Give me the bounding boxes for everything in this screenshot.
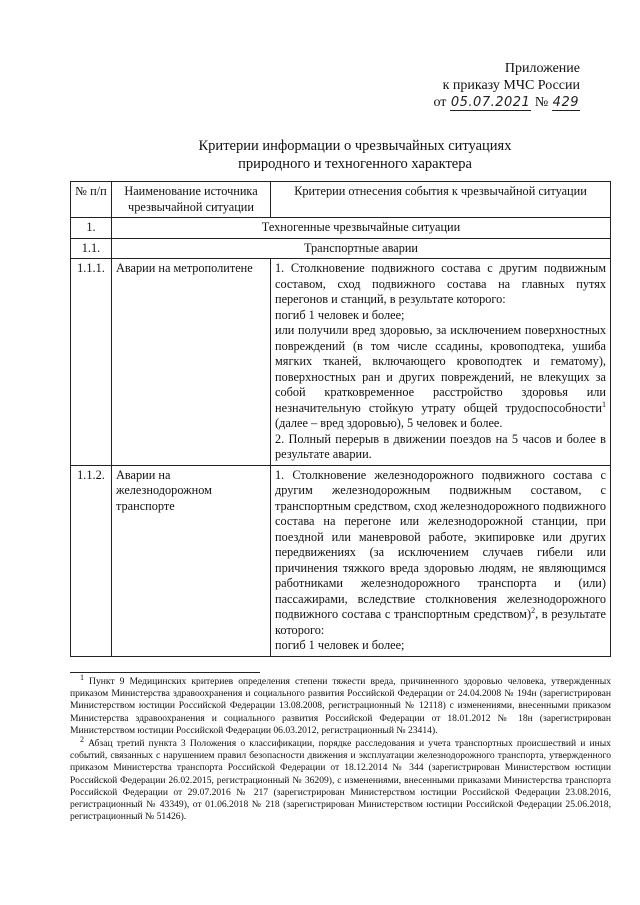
footnote-2 bbox=[70, 734, 611, 823]
criteria-paragraph bbox=[275, 323, 606, 432]
table-header-row bbox=[71, 182, 611, 218]
order-date: 05.07.2021 bbox=[450, 95, 531, 110]
title-line-1: Критерии информации о чрезвычайных ситуациях bbox=[198, 138, 512, 154]
row-criteria bbox=[271, 259, 611, 466]
criteria-paragraph bbox=[275, 468, 606, 639]
header-num: № п/п bbox=[71, 182, 112, 218]
section-title: Техногенные чрезвычайные ситуации bbox=[112, 218, 611, 239]
table-row bbox=[71, 465, 611, 656]
subsection-row bbox=[71, 238, 611, 259]
order-number: 429 bbox=[552, 95, 579, 110]
criteria-paragraph: погиб 1 человек и более; bbox=[275, 638, 405, 652]
footnote-marker: 1 bbox=[80, 672, 84, 682]
number-prefix: № bbox=[534, 95, 549, 110]
table-row bbox=[71, 259, 611, 466]
row-source: Аварии на метрополитене bbox=[112, 259, 271, 466]
criteria-paragraph: 2. Полный перерыв в движении поездов на 5 часов и более в результате аварии. bbox=[275, 431, 606, 461]
header-source: Наименование источника чрезвычайной ситуации bbox=[112, 182, 271, 218]
footnote-text: Пункт 9 Медицинских критериев определения степени тяжести вреда, причиненного здоровью человека, утвержденных приказом Министерства здравоохранения и социального развития Российской Федерации от 24.04.2008 № 194н (зарегистрирован Министерством юстиции Российской Федерации 13.08.2008, регистрационный № 12118) с изменениями, внесенными приказом Министерства здравоохранения и социального развития Российской Федерации от 18.01.2012 № 18н (зарегистрирован Министерством юстиции Российской Федерации 06.03.2012, регистрационный № 23414). bbox=[70, 676, 611, 736]
appendix-block bbox=[433, 60, 580, 111]
section-num: 1. bbox=[71, 218, 112, 239]
date-prefix: от bbox=[433, 95, 447, 110]
criteria-text: 1. Столкновение железнодорожного подвижного состава с другим железнодорожным подвижным составом, с транспортным средством, сход железнодорожного подвижного состава на перегоне или железнодорожной станции, при поездной или маневровой работе, экипировке или других передвижениях (за исключением случаев гибели или причинения тяжкого вреда здоровью людям, не являющимся работниками железнодорожного транспорта и (или) пассажирами, вследствие столкновения железнодорожного подвижного состава с транспортным средством) bbox=[275, 467, 606, 621]
criteria-paragraph: 1. Столкновение подвижного состава с другим подвижным составом, сход подвижного состава на главных путях перегонов и станций, в результате которого: bbox=[275, 261, 606, 306]
footnote-1 bbox=[70, 672, 611, 737]
criteria-text: (далее – вред здоровью), 5 человек и более. bbox=[275, 416, 503, 430]
footnote-ref[interactable]: 2 bbox=[531, 605, 536, 615]
title-line-2: природного и техногенного характера bbox=[238, 156, 472, 172]
footnote-ref[interactable]: 1 bbox=[602, 399, 606, 409]
header-criteria: Критерии отнесения события к чрезвычайной ситуации bbox=[271, 182, 611, 218]
subsection-num: 1.1. bbox=[71, 238, 112, 259]
criteria-text: или получили вред здоровью, за исключением поверхностных повреждений (в том числе ссадины, кровоподтека, ушиба мягких тканей, включающего кровоподтек и гематому), поверхностных ран и других повреждений, не влекущих за собой кратковременное расстройство здоровья или незначительную стойкую утрату общей трудоспособности bbox=[275, 323, 606, 415]
row-num: 1.1.1. bbox=[71, 259, 112, 466]
footnotes bbox=[70, 672, 611, 824]
criteria-table bbox=[70, 181, 611, 657]
footnote-text: Абзац третий пункта 3 Положения о классификации, порядке расследования и учета транспортных происшествий и иных событий, связанных с нарушением правил безопасности движения и эксплуатации железнодорожного транспорта, утвержденного приказом Министерства транспорта Российской Федерации от 18.12.2014 № 344 (зарегистрирован Министерством юстиции Российской Федерации 26.02.2015, регистрационный № 36209), с изменениями, внесенными приказами Министерства транспорта Российской Федерации от 29.07.2016 № 217 (зарегистрирован Министерством юстиции Российской Федерации 23.08.2016, регистрационный № 43349), от 01.06.2018 № 218 (зарегистрирован Министерством юстиции Российской Федерации 25.06.2018, регистрационный № 51426). bbox=[70, 738, 611, 823]
footnote-divider bbox=[70, 672, 260, 673]
appendix-date-line bbox=[433, 94, 580, 111]
criteria-paragraph: погиб 1 человек и более; bbox=[275, 307, 405, 322]
section-row bbox=[71, 218, 611, 239]
row-source: Аварии на железнодорожном транспорте bbox=[112, 465, 271, 656]
criteria-text: , в результате которого: bbox=[275, 607, 606, 637]
row-criteria bbox=[271, 465, 611, 656]
document-title bbox=[60, 137, 640, 173]
appendix-line-2: к приказу МЧС России bbox=[442, 78, 580, 93]
subsection-title: Транспортные аварии bbox=[112, 238, 611, 259]
row-num: 1.1.2. bbox=[71, 465, 112, 656]
appendix-line-1: Приложение bbox=[504, 61, 580, 76]
footnote-marker: 2 bbox=[80, 734, 84, 744]
